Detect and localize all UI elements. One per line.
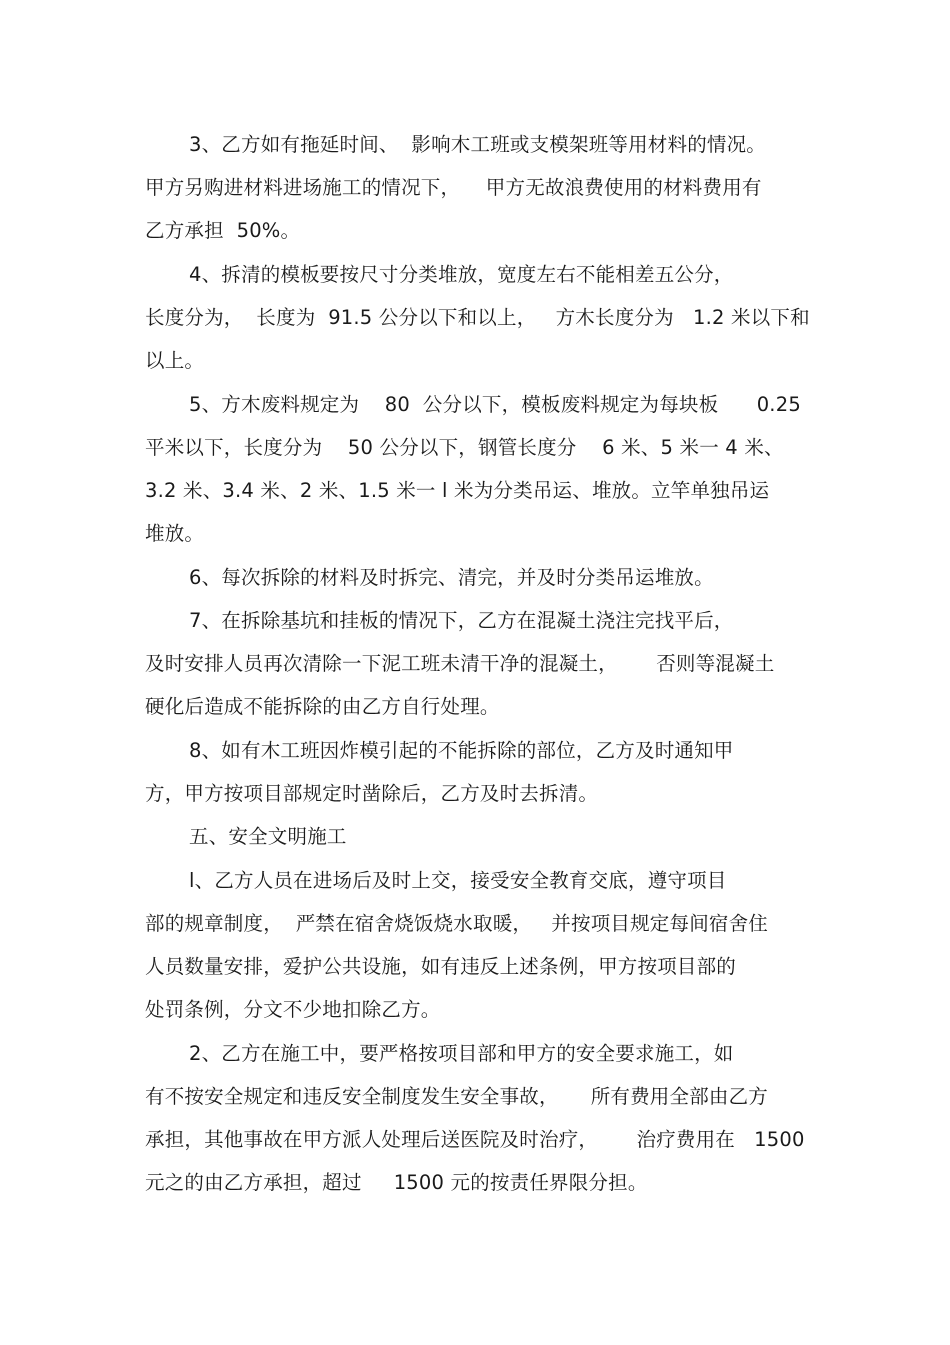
section-heading: 五、安全文明施工 (189, 825, 347, 848)
safety-1-line-1: l、乙方人员在进场后及时上交，接受安全教育交底，遵守项目 (189, 869, 727, 892)
paragraph-8-line-1: 8、如有木工班因炸模引起的不能拆除的部位，乙方及时通知甲 (189, 739, 734, 762)
paragraph-5-line-4: 堆放。 (145, 522, 205, 545)
safety-1-line-4: 处罚条例，分文不少地扣除乙方。 (145, 998, 441, 1021)
paragraph-3-line-1: 3、乙方如有拖延时间、 影响木工班或支模架班等用材料的情况。 (189, 133, 767, 156)
paragraph-5-line-2: 平米以下，长度分为 50 公分以下，钢管长度分 6 米、5 米一 4 米、 (145, 436, 784, 459)
paragraph-5-line-1: 5、方木废料规定为 80 公分以下，模板废料规定为每块板 0.25 (189, 393, 801, 416)
safety-2-line-3: 承担，其他事故在甲方派人处理后送医院及时治疗， 治疗费用在 1500 (145, 1128, 805, 1151)
paragraph-7-line-1: 7、在拆除基坑和挂板的情况下，乙方在混凝土浇注完找平后， (189, 609, 734, 632)
safety-2-line-4: 元之的由乙方承担，超过 1500 元的按责任界限分担。 (145, 1171, 648, 1194)
safety-2-line-1: 2、乙方在施工中，要严格按项目部和甲方的安全要求施工，如 (189, 1042, 734, 1065)
paragraph-5-line-3: 3.2 米、3.4 米、2 米、1.5 米一 l 米为分类吊运、堆放。立竿单独吊运 (145, 479, 770, 502)
paragraph-7-line-3: 硬化后造成不能拆除的由乙方自行处理。 (145, 695, 500, 718)
safety-1-line-3: 人员数量安排，爱护公共设施，如有违反上述条例，甲方按项目部的 (145, 955, 737, 978)
paragraph-7-line-2: 及时安排人员再次清除一下泥工班未清干净的混凝土， 否则等混凝土 (145, 652, 775, 675)
paragraph-4-line-2: 长度分为， 长度为 91.5 公分以下和以上， 方木长度分为 1.2 米以下和 (145, 306, 810, 329)
paragraph-4-line-3: 以上。 (145, 349, 205, 372)
safety-2-line-2: 有不按安全规定和违反安全制度发生安全事故， 所有费用全部由乙方 (145, 1085, 768, 1108)
paragraph-3-line-2: 甲方另购进材料进场施工的情况下， 甲方无故浪费使用的材料费用有 (145, 176, 762, 199)
paragraph-6-line-1: 6、每次拆除的材料及时拆完、清完，并及时分类吊运堆放。 (189, 566, 714, 589)
paragraph-8-line-2: 方，甲方按项目部规定时凿除后，乙方及时去拆清。 (145, 782, 599, 805)
paragraph-4-line-1: 4、拆清的模板要按尺寸分类堆放，宽度左右不能相差五公分， (189, 263, 734, 286)
safety-1-line-2: 部的规章制度， 严禁在宿舍烧饭烧水取暖， 并按项目规定每间宿舍住 (145, 912, 768, 935)
paragraph-3-line-3: 乙方承担 50%。 (145, 219, 301, 242)
